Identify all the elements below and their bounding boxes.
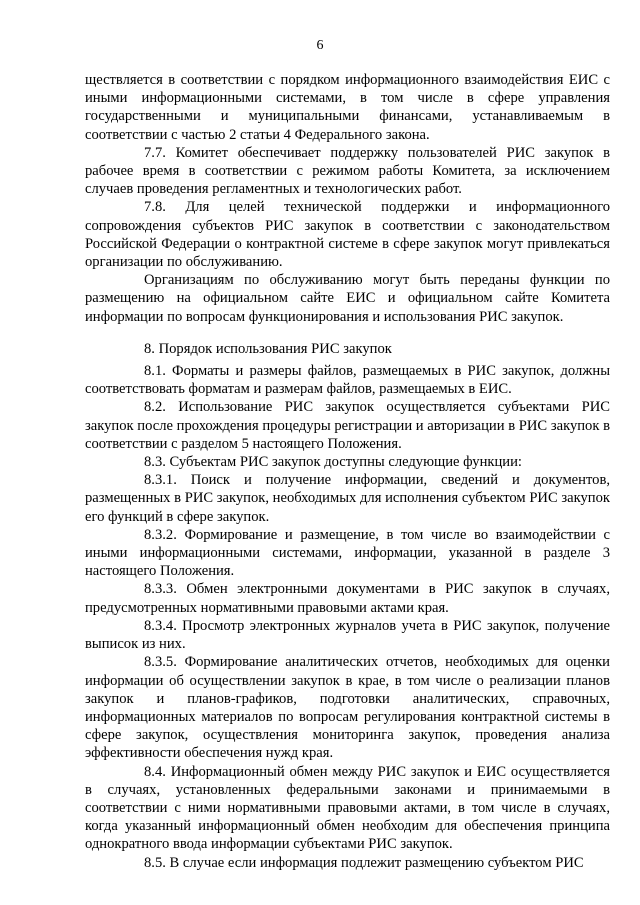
paragraph-8-3-1: 8.3.1. Поиск и получение информации, сведений и документов, размещенных в РИС закупок, необходимых для исполнения субъектом РИС закупок его функций в сфере закупок. <box>85 472 610 525</box>
paragraph-8-3-5: 8.3.5. Формирование аналитических отчетов, необходимых для оценки информации об осуществлении закупок в крае, в том числе о реализации планов закупок и планов-графиков, подготовки аналитических, справочных, информационных материалов по вопросам регулирования контрактной системы в сфере закупок, осуществления мониторинга закупок, проведения анализа эффективности обеспечения нужд края. <box>85 654 610 762</box>
paragraph-8-5: 8.5. В случае если информация подлежит размещению субъектом РИС <box>144 854 584 871</box>
paragraph-service-organizations: Организациям по обслуживанию могут быть переданы функции по размещению на официальном сайте ЕИС и официальном сайте Комитета информации по вопросам функционирования и использования РИС закупок. <box>85 272 610 325</box>
paragraph-continuation: ществляется в соответствии с порядком информационного взаимодействия ЕИС с иными информационными системами, в том числе в сфере управления государственными и муниципальными финансами, устанавливаемым в соответствии с частью 2 статьи 4 Федерального закона. <box>85 72 610 143</box>
paragraph-8-3-2: 8.3.2. Формирование и размещение, в том числе во взаимодействии с иными информационными системами, информации, указанной в разделе 3 настоящего Положения. <box>85 526 610 580</box>
section-heading-8: 8. Порядок использования РИС закупок <box>144 340 392 357</box>
paragraph-8-1: 8.1. Форматы и размеры файлов, размещаемых в РИС закупок, должны соответствовать форматам и размерам файлов, размещаемых в ЕИС. <box>85 363 610 398</box>
paragraph-7-7: 7.7. Комитет обеспечивает поддержку пользователей РИС закупок в рабочее время в соответствии с режимом работы Комитета, за исключением случаев проведения регламентных и технологических работ. <box>85 144 610 198</box>
page-number: 6 <box>316 38 324 53</box>
paragraph-8-2: 8.2. Использование РИС закупок осуществляется субъектами РИС закупок после прохождения процедуры регистрации и авторизации в РИС закупок в соответствии с разделом 5 настоящего Положения. <box>85 399 610 452</box>
paragraph-8-3-3: 8.3.3. Обмен электронными документами в РИС закупок в случаях, предусмотренных нормативными правовыми актами края. <box>85 581 610 616</box>
paragraph-8-4: 8.4. Информационный обмен между РИС закупок и ЕИС осуществляется в случаях, установленных федеральными законами и принимаемыми в соответствии с ними нормативными правовыми актами, в том числе в случаях, когда указанный информационный обмен необходим для обеспечения принципа однократного ввода информации субъектами РИС закупок. <box>85 763 610 853</box>
paragraph-8-3-4: 8.3.4. Просмотр электронных журналов учета в РИС закупок, получение выписок из них. <box>85 617 610 653</box>
paragraph-8-3: 8.3. Субъектам РИС закупок доступны следующие функции: <box>144 454 522 471</box>
document-body <box>85 71 610 872</box>
paragraph-7-8: 7.8. Для целей технической поддержки и информационного сопровождения субъектов РИС закупок в соответствии с законодательством Российской Федерации о контрактной системе в сфере закупок могут привлекаться организации по обслуживанию. <box>85 199 610 271</box>
